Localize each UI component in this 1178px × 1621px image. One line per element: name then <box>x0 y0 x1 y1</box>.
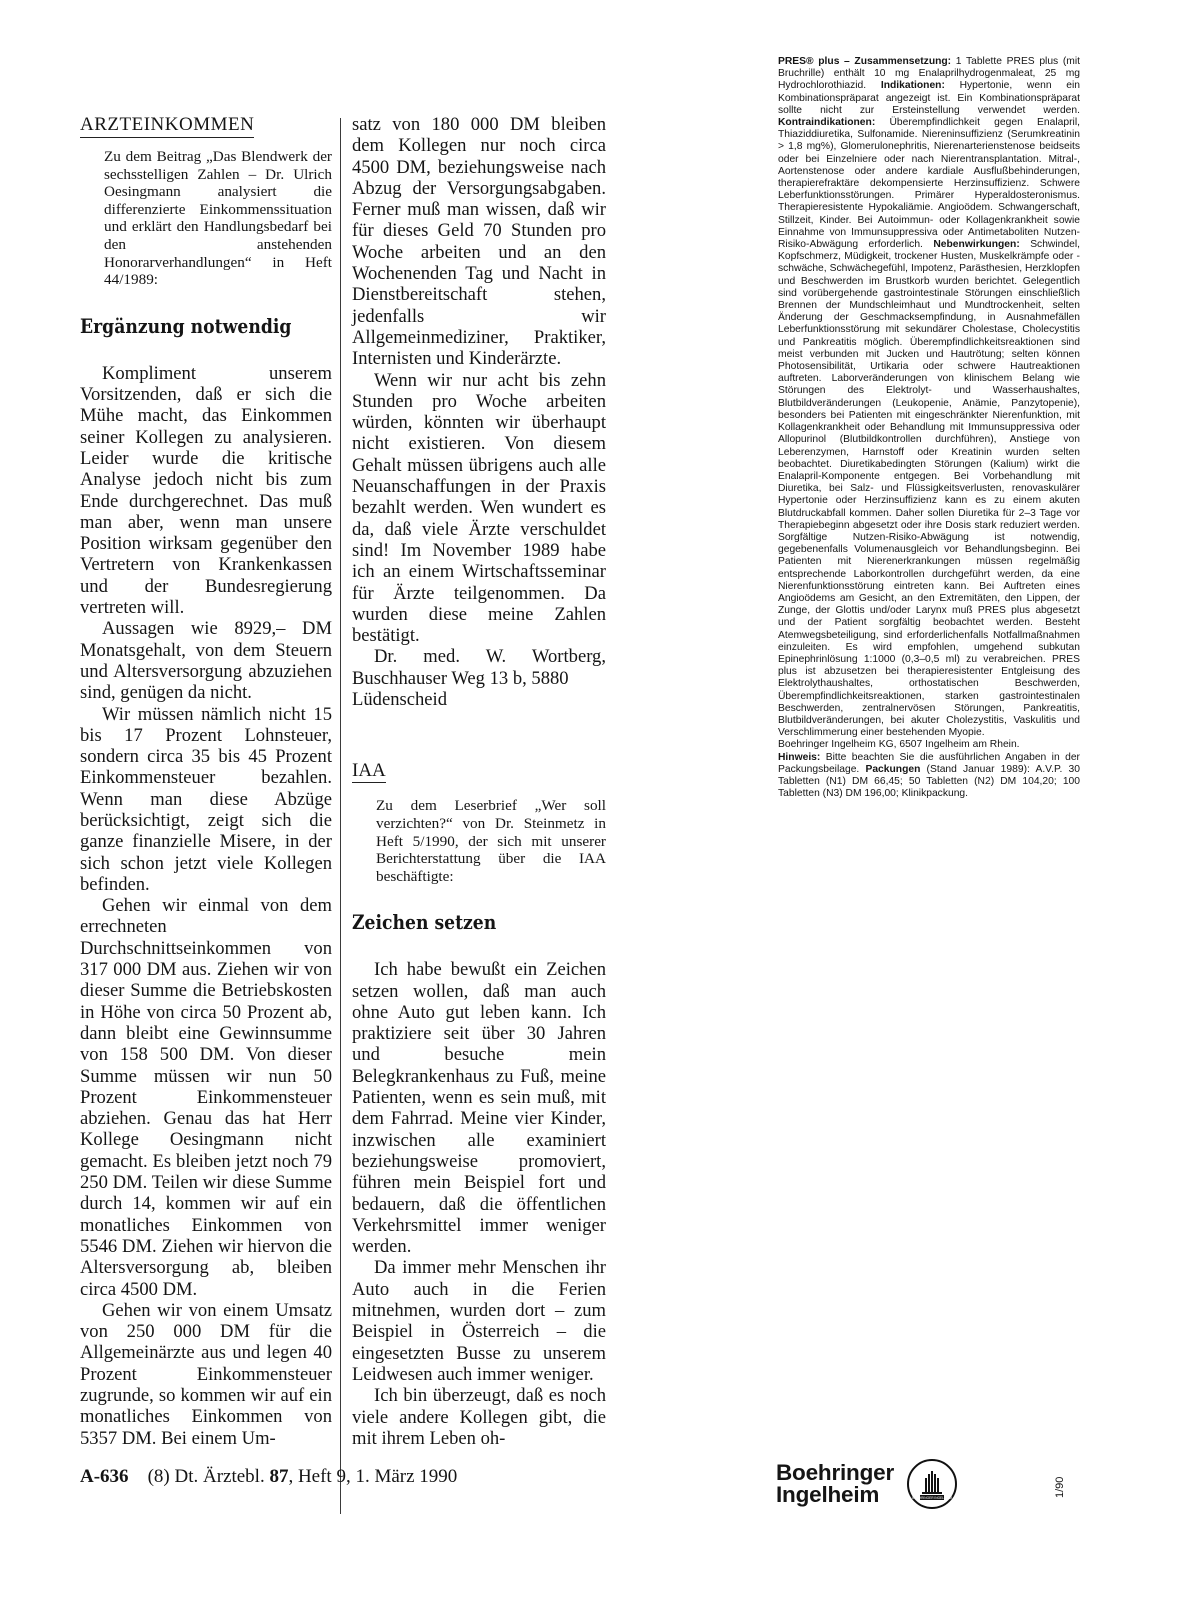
pi-label: Nebenwirkungen: <box>933 239 1020 251</box>
pi-notes <box>778 752 1080 801</box>
logo-line-1: Boehringer <box>776 1460 895 1485</box>
svg-text:BOEHRINGER INGELHEIM: BOEHRINGER INGELHEIM <box>912 1496 952 1500</box>
pi-text: (Stand Januar 1989): A.V.P. 30 Tabletten (N1) DM 66,45; 50 Tabletten (N2) DM 104,20; 100 Tabletten (N3) DM 196,00; Klinikpackung. <box>778 763 1080 800</box>
body-paragraph: satz von 180 000 DM bleiben dem Kollegen nur noch circa 4500 DM, beziehungsweise nach Abzug der Versorgungsabgaben. Ferner muß man wissen, daß wir für dieses Geld 70 Stunden pro Woche arbeiten und an den Wochenenden Tag und Nacht in Dienstbereitschaft stehen, jedenfalls wir Allgemeinmediziner, Praktiker, Internisten und Kinderärzte. <box>352 114 606 370</box>
pi-text: 1 Tablette PRES plus (mit Bruchrille) enthält 10 mg Enalaprilhydrogenmaleat, 25 mg Hydrochlorothiazid. <box>778 56 1080 92</box>
pi-label: Packungen <box>865 763 921 775</box>
product-info-text <box>778 56 1080 800</box>
pi-label: Indikationen: <box>880 80 945 92</box>
company-seal-icon <box>906 1458 958 1510</box>
page-number: A-636 <box>80 1466 129 1487</box>
letter-signature: Dr. med. W. Wortberg, Buschhauser Weg 13 b, 5880 <box>352 646 606 689</box>
body-paragraph: Ich bin überzeugt, daß es noch viele andere Kollegen gibt, die mit ihrem Leben oh- <box>352 1385 606 1449</box>
body-paragraph: Kompliment unserem Vorsitzenden, daß er sich die Mühe macht, das Einkommen seiner Kollegen zu analysieren. Leider wurde die kritische Analyse jedoch nicht bis zum Ende durchgerechnet. Das muß man aber, wenn man unsere Position wirksam gegenüber den Vertretern von Krankenkassen und der Bundesregierung vertreten will. <box>80 362 332 619</box>
rubric-iaa: IAA <box>352 760 386 782</box>
body-paragraph: Da immer mehr Menschen ihr Auto auch in die Ferien mitnehmen, wurden dort – zum Beispiel in Österreich – die eingesetzten Busse zu unserem Leidwesen auch immer weniger. <box>352 1257 606 1385</box>
intro-text: Zu dem Leserbrief „Wer soll verzichten?“ von Dr. Steinmetz in Heft 5/1990, der sich mit unserer Berichterstattung über die IAA beschäftigte: <box>376 797 606 885</box>
body-paragraph: Wenn wir nur acht bis zehn Stunden pro Woche arbeiten würden, könnten wir überhaupt nicht existieren. Von diesem Gehalt müssen übrigens auch alle Neuanschaffungen in der Praxis bezahlt werden. Wen wundert es da, daß viele Ärzte verschuldet sind! Im November 1989 habe ich an einem Wirtschaftsseminar für Ärzte teilgenommen. Da wurden diese meine Zahlen bestätigt. <box>352 369 606 647</box>
pi-label: Hinweis: <box>778 751 821 763</box>
body-paragraph: Aussagen wie 8929,– DM Monatsgehalt, von dem Steuern und Altersversorgung abzuziehen sind, genügen da nicht. <box>80 618 332 704</box>
headline-zeichen-setzen: Zeichen setzen <box>352 910 497 935</box>
column-divider <box>340 118 341 1514</box>
pi-composition <box>778 56 1080 739</box>
rubric-arzteinkommen: ARZTEINKOMMEN <box>80 114 254 138</box>
pi-label: Kontraindikationen: <box>778 117 876 129</box>
body-paragraph: Gehen wir von einem Umsatz von 250 000 DM für die Allgemeinärzte aus und legen 40 Prozent Einkommensteuer zugrunde, so kommen wir auf ein monatliches Einkommen von 5357 DM. Bei einem Um- <box>80 1299 332 1449</box>
product-information <box>778 56 1080 800</box>
journal-volume: 87 <box>269 1466 289 1487</box>
body-paragraph: Ich habe bewußt ein Zeichen setzen wollen, daß man auch ohne Auto gut leben kann. Ich praktiziere seit über 30 Jahren und besuche mein Belegkrankenhaus zu Fuß, meine Patienten, wenn es sein muß, mit dem Fahrrad. Meine vier Kinder, inzwischen alle examiniert beziehungsweise promoviert, führen mein Beispiel fort und bedauern, daß die öffentlichen Verkehrsmittel immer weniger werden. <box>352 959 606 1258</box>
pi-label: PRES® plus – Zusammensetzung: <box>778 56 952 67</box>
middle-column <box>352 114 606 1449</box>
pi-text: Hypertonie, wenn ein Kombinationspräparat angezeigt ist. Ein Kombinationspräparat sollte nicht zur Ersteinstellung verwendet werden. <box>778 80 1080 116</box>
left-column <box>80 114 332 1449</box>
body-paragraph: Gehen wir einmal von dem errechneten Durchschnittseinkommen von 317 000 DM aus. Ziehen wir von dieser Summe die Betriebskosten in Höhe von circa 50 Prozent ab, dann bleibt eine Gewinnsumme von 158 500 DM. Von dieser Summe müssen wir nun 50 Prozent Einkommensteuer abziehen. Genau das hat Herr Kollege Oesingmann nicht gemacht. Es bleiben jetzt noch 79 250 DM. Teilen wir diese Summe durch 14, kommen wir auf ein monatliches Einkommen von 5546 DM. Ziehen wir hiervon die Altersversorgung ab, bleiben circa 4500 DM. <box>80 895 332 1300</box>
journal-name: (8) Dt. Ärztebl. <box>147 1466 265 1487</box>
pi-company: Boehringer Ingelheim KG, 6507 Ingelheim am Rhein. <box>778 739 1020 751</box>
pi-text: Bitte beachten Sie die ausführlichen Angaben in der Packungsbeilage. <box>778 751 1080 775</box>
logo-wordmark <box>776 1462 894 1506</box>
letter-signature-city: Lüdenscheid <box>352 689 448 711</box>
ad-code: 1/90 <box>1054 1476 1066 1498</box>
intro-text: Zu dem Beitrag „Das Blendwerk der sechsstelligen Zahlen – Dr. Ulrich Oesingmann analysiert die differenzierte Einkommenssituation und erklärt den Handlungsbedarf bei den anstehenden Honorarverhandlungen“ in Heft 44/1989: <box>104 148 332 289</box>
pi-text: Schwindel, Kopfschmerz, Müdigkeit, trockener Husten, Muskelkrämpfe oder -schwäche, Schwächegefühl, Impotenz, Parästhesien, Herzklopfen und Beschwerden im Brustkorb wurden berichtet. Gelegentlich sind vorübergehende gastrointestinale Störungen einschließlich Brennen der Mundschleimhaut und Mundtrockenheit, selten Änderung der Geschmacksempfindung, in Ausnahmefällen Leberfunktionsstörung mit sekundärer Cholestase, Cholecystitis und Pankreatitis möglich. Überempfindlichkeitsreaktionen sind meist verbunden mit Jucken und Hautrötung; selten können Photosensibilität, Urtikaria oder schwere Hautreaktionen auftreten. Laborveränderungen von klinischem Belang wie Störungen des Elektrolyt- und Wasserhaushaltes, Blutbildveränderungen (Leukopenie, Anämie, Panzytopenie), besonders bei Patienten mit eingeschränkter Nierenfunktion, mit Kollagenkrankheit oder Behandlung mit Immunsuppressiva oder Allopurinol (Blutbildkontrollen durchführen), Anstiege von Leberenzymen, Harnstoff oder Kreatinin wurden selten beobachtet. Diuretikabedingten Störungen (Kalium) wirkt die Enalapril-Komponente entgegen. Bei Vorbehandlung mit Diuretika, bei Salz- und Flüssigkeitsverlusten, renovaskulärer Hypertonie oder Herzinsuffizienz kann es zu einem akuten Blutdruckabfall kommen. Daher sollen Diuretika für 2–3 Tage vor Therapiebeginn abgesetzt oder ihre Dosis stark reduziert werden. Sorgfältige Nutzen-Risiko-Abwägung ist notwendig, gegebenenfalls Volumenausgleich vor Behandlungsbeginn. Bei Patienten mit Nierenerkrankungen müssen regelmäßig entsprechende Laborkontrollen durchgeführt werden, da eine Nierenfunktionsstörung eintreten kann. Bei Auftreten eines Angioödems am Gesicht, an den Extremitäten, den Lippen, der Zunge, der Glottis und/oder Larynx muß PRES plus abgesetzt und der Patient sorgfältig beobachtet werden. Besteht Atemwegsbeteiligung, sind erforderlichenfalls Notfallmaßnahmen einzuleiten. Es wird empfohlen, umgehend subkutan Epinephrinlösung 1:1000 (0,3–0,5 ml) zu verabreichen. PRES plus ist abzusetzen bei therapieresistenter Entgleisung des Elektrolythaushaltes, orthostatischen Beschwerden, Überempfindlichkeitsreaktionen, starken gastrointestinalen Beschwerden, zentralnervösen Störungen, Pankreatitis, Blutbildveränderungen, bei akuter Cholezystitis, Vaskulitis und Verschlimmerung einer bestehenden Myopie. <box>778 239 1080 739</box>
logo-line-2: Ingelheim <box>776 1482 880 1507</box>
pi-text: Überempfindlichkeit gegen Enalapril, Thiaziddiuretika, Sulfonamide. Niereninsuffizienz (Serumkreatinin > 1,8 mg%), Glomerulonephritis, Nierenarterienstenose beidseits oder bei Einzelniere oder nach Nierentransplantation. Mitral-, Aortenstenose oder andere kardiale Ausflußbehinderungen, therapierefraktäre dekompensierte Herzinsuffizienz. Schwere Leberfunktionsstörungen. Primärer Hyperaldosteronismus. Therapieresistente Hypokaliämie. Angioödem. Schwangerschaft, Stillzeit, Kinder. Bei Autoimmun- oder Kollagenkrankheit sowie Einnahme von Immunsuppressiva oder Antimetaboliten Nutzen-Risiko-Abwägung erforderlich. <box>778 117 1080 251</box>
headline-ergaenzung: Ergänzung notwendig <box>80 313 292 338</box>
issue-date: , Heft 9, 1. März 1990 <box>288 1466 458 1487</box>
page-footer <box>80 1466 457 1488</box>
boehringer-logo <box>776 1462 976 1512</box>
body-paragraph: Wir müssen nämlich nicht 15 bis 17 Prozent Lohnsteuer, sondern circa 35 bis 45 Prozent Einkommensteuer bezahlen. Wenn man diese Abzüge berücksichtigt, zeigt sich die ganze finanzielle Misere, in der sich schon jetzt viele Kollegen befinden. <box>80 703 332 895</box>
